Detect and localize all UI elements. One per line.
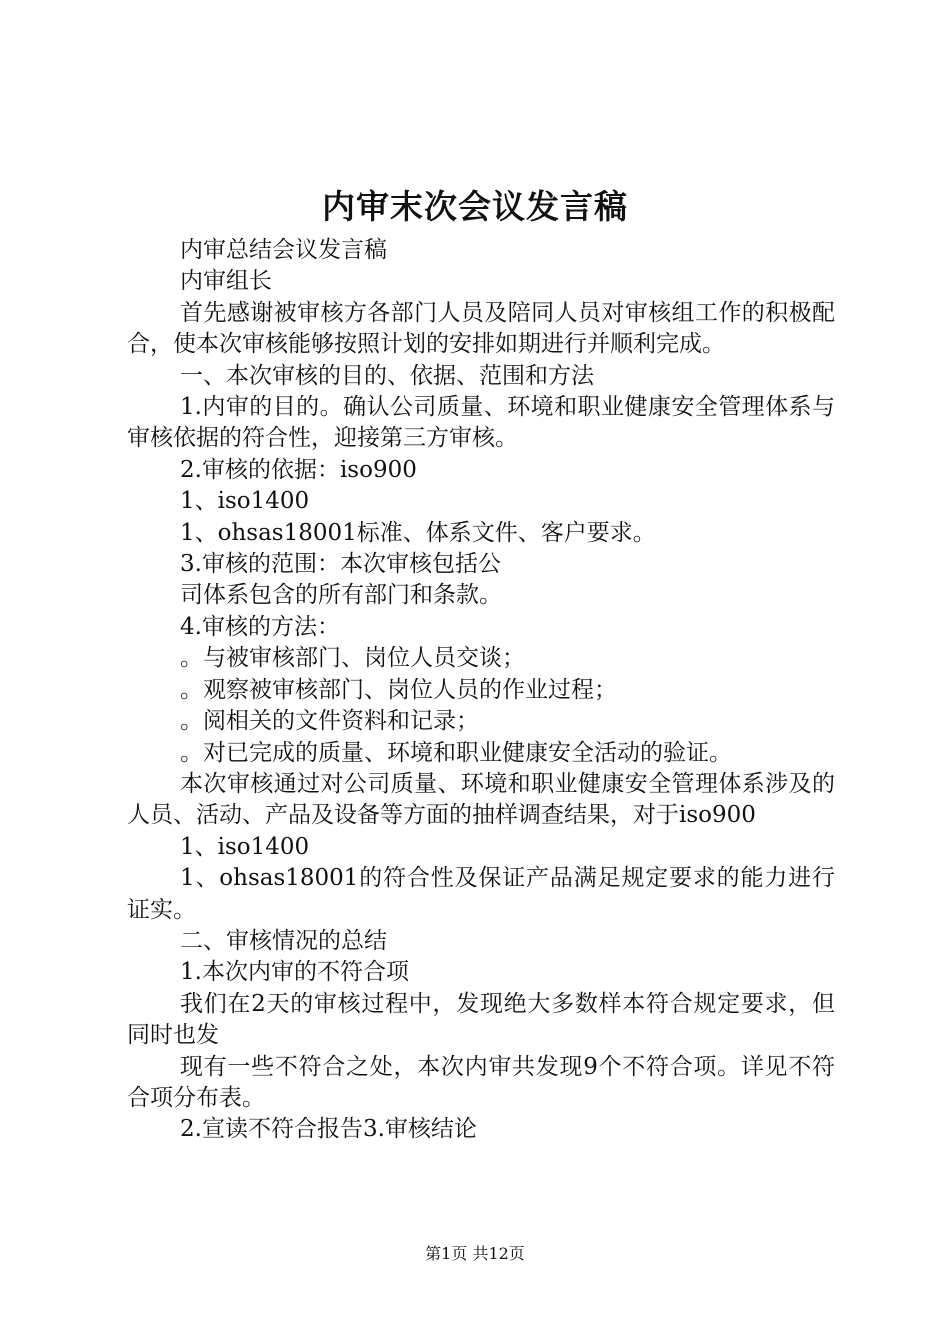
list-item: 。观察被审核部门、岗位人员的作业过程； xyxy=(180,676,617,703)
section-heading: 一、本次审核的目的、依据、范围和方法 xyxy=(180,362,594,389)
paragraph: 1、ohsas18001的符合性及保证产品满足规定要求的能力进行证实。 xyxy=(127,865,835,923)
paragraph: 3.审核的范围：本次审核包括公 xyxy=(180,551,501,578)
page-footer: 第1页 共12页 xyxy=(425,1244,525,1263)
paragraph: 司体系包含的所有部门和条款。 xyxy=(180,582,502,609)
paragraph: 4.审核的方法： xyxy=(180,613,340,640)
list-item: 。阅相关的文件资料和记录； xyxy=(180,708,479,735)
paragraph: 2.审核的依据：iso900 xyxy=(180,456,417,483)
paragraph: 1.内审的目的。确认公司质量、环境和职业健康安全管理体系与审核依据的符合性，迎接第三方审核。 xyxy=(127,394,835,452)
list-item: 。与被审核部门、岗位人员交谈； xyxy=(180,645,525,672)
paragraph: 1、ohsas18001标准、体系文件、客户要求。 xyxy=(180,519,656,546)
document-body xyxy=(127,235,835,1146)
list-item: 。对已完成的质量、环境和职业健康安全活动的验证。 xyxy=(180,739,732,766)
section-heading: 二、审核情况的总结 xyxy=(180,927,387,954)
document-title: 内审末次会议发言稿 xyxy=(322,187,628,226)
paragraph: 我们在2天的审核过程中，发现绝大多数样本符合规定要求，但同时也发 xyxy=(127,990,835,1049)
paragraph: 2.宣读不符合报告3.审核结论 xyxy=(180,1116,477,1143)
paragraph: 1、iso1400 xyxy=(180,833,310,860)
paragraph: 内审组长 xyxy=(180,268,272,295)
paragraph: 本次审核通过对公司质量、环境和职业健康安全管理体系涉及的人员、活动、产品及设备等方面的抽样调查结果，对于iso900 xyxy=(127,770,835,829)
paragraph: 内审总结会议发言稿 xyxy=(180,237,387,263)
paragraph: 1、iso1400 xyxy=(180,488,310,515)
paragraph: 现有一些不符合之处，本次内审共发现9个不符合项。详见不符合项分布表。 xyxy=(127,1053,835,1111)
paragraph: 首先感谢被审核方各部门人员及陪同人员对审核组工作的积极配合，使本次审核能够按照计划的安排如期进行并顺利完成。 xyxy=(127,299,835,358)
paragraph: 1.本次内审的不符合项 xyxy=(180,959,409,986)
